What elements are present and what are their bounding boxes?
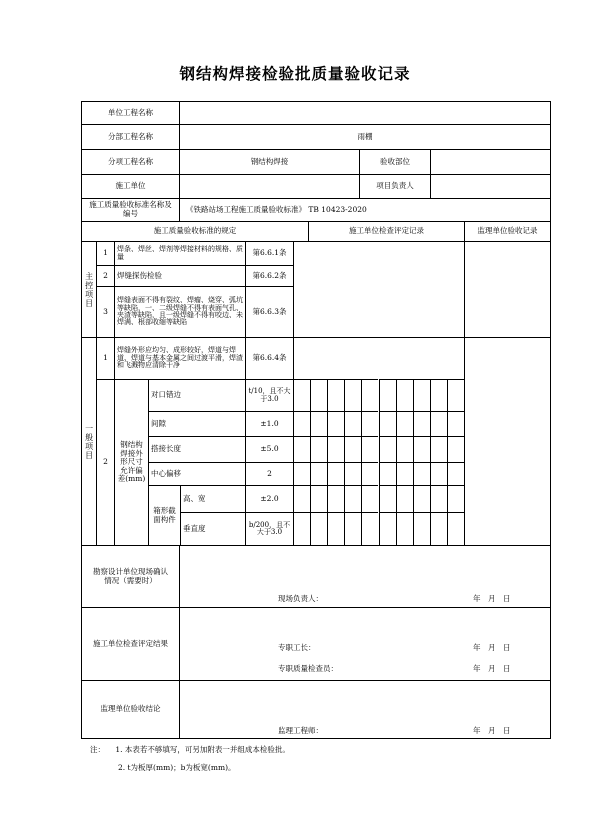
subitem-label: 分项工程名称	[82, 149, 179, 174]
measurement-cell[interactable]	[379, 462, 396, 485]
survey-label: 勘察设计单位现场确认情况（需要时）	[82, 545, 179, 607]
measurement-cell[interactable]	[430, 485, 447, 512]
measurement-cell[interactable]	[396, 379, 413, 411]
page-title: 钢结构焊接检验批质量验收记录	[179, 64, 411, 83]
measurement-cell[interactable]	[293, 512, 310, 545]
measurement-cell[interactable]	[379, 436, 396, 462]
measurement-cell[interactable]	[396, 512, 413, 545]
measurement-cell[interactable]	[447, 379, 464, 411]
measurement-cell[interactable]	[447, 436, 464, 462]
row-height-width-tolerance: ±2.0	[245, 485, 293, 512]
supervision-date: 年 月 日	[473, 726, 511, 735]
row-gap-tolerance: ±1.0	[245, 411, 293, 436]
row-center-offset-name: 中心偏移	[148, 462, 245, 485]
main-item-2-text: 焊缝探伤检验	[114, 265, 245, 286]
notes-text-1: 1. 本表若不够填写，可另加附表一并组成本检验批。	[115, 745, 290, 754]
main-item-2-clause: 第6.6.2条	[245, 265, 293, 286]
measurement-cell[interactable]	[327, 411, 344, 436]
unit-project-value[interactable]	[179, 102, 550, 124]
measurement-cell[interactable]	[327, 379, 344, 411]
measurement-cell[interactable]	[447, 462, 464, 485]
dimension-tolerance-group-label: 钢结构焊接外形尺寸允许偏差(mm)	[114, 379, 148, 545]
main-item-3-no: 3	[96, 286, 114, 337]
notes-line-1	[90, 744, 290, 755]
main-check-record-area[interactable]	[293, 241, 464, 337]
spec-column-header: 施工质量验收标准的规定	[82, 221, 308, 241]
row-height-width-name: 高、宽	[180, 485, 245, 512]
measurement-cell[interactable]	[447, 512, 464, 545]
notes-prefix: 注：	[90, 745, 105, 754]
measurement-cell[interactable]	[396, 485, 413, 512]
measurement-cell[interactable]	[293, 462, 310, 485]
general-item-1-no: 1	[96, 337, 114, 379]
main-item-3-text: 焊缝表面不得有裂纹、焊瘤、烧穿、弧坑等缺陷，一、二级焊缝不得有表面气孔、夹渣等缺陷，且一级焊缝不得有咬边、未焊满、根部收缩等缺陷	[114, 286, 245, 337]
measurement-cell[interactable]	[310, 379, 327, 411]
row-lap-length-tolerance: ±5.0	[245, 436, 293, 462]
acceptance-part-label: 验收部位	[359, 149, 430, 174]
construction-result-date-2: 年 月 日	[473, 664, 511, 673]
measurement-cell[interactable]	[293, 411, 310, 436]
survey-date: 年 月 日	[473, 594, 511, 603]
measurement-cell[interactable]	[327, 512, 344, 545]
general-items-label: 一般项目	[82, 337, 96, 545]
standard-label: 施工质量验收标准名称及编号	[82, 198, 179, 221]
general-item-1-text: 焊缝外形应均匀、成形较好，焊道与焊道、焊道与基本金属之间过渡平滑，焊渣和飞溅物应清除干净	[114, 337, 245, 379]
measurement-cell[interactable]	[293, 379, 310, 411]
measurement-cell[interactable]	[293, 436, 310, 462]
row-lap-length-name: 搭接长度	[148, 436, 245, 462]
measurement-cell[interactable]	[379, 411, 396, 436]
measurement-cell[interactable]	[361, 379, 378, 411]
acceptance-part-value[interactable]	[430, 149, 550, 174]
unit-project-label: 单位工程名称	[108, 107, 153, 117]
row-verticality-name: 垂直度	[180, 512, 245, 545]
measurement-cell[interactable]	[327, 462, 344, 485]
row-verticality-tolerance: b/200，且不大于3.0	[245, 512, 293, 545]
measurement-cell[interactable]	[413, 512, 430, 545]
supervision-signer: 监理工程师：	[278, 726, 323, 735]
division-label: 分部工程名称	[82, 124, 179, 149]
measurement-cell[interactable]	[310, 485, 327, 512]
measurement-cell[interactable]	[361, 462, 378, 485]
measurement-cell[interactable]	[344, 512, 361, 545]
measurement-cell[interactable]	[361, 411, 378, 436]
construction-result-date-1: 年 月 日	[473, 643, 511, 652]
measurement-cell[interactable]	[379, 512, 396, 545]
measurement-cell[interactable]	[396, 411, 413, 436]
division-value[interactable]: 雨棚	[179, 124, 550, 149]
main-supervision-record-area[interactable]	[464, 241, 550, 337]
measurement-cell[interactable]	[327, 485, 344, 512]
measurement-cell[interactable]	[396, 462, 413, 485]
measurement-cell[interactable]	[310, 411, 327, 436]
measurement-cell[interactable]	[430, 436, 447, 462]
notes-line-2: 2. t为板厚(mm)；b为板宽(mm)。	[118, 763, 236, 772]
measurement-cell[interactable]	[310, 462, 327, 485]
main-item-2-no: 2	[96, 265, 114, 286]
general-supervision-record-area[interactable]	[464, 337, 550, 545]
measurement-cell[interactable]	[310, 436, 327, 462]
project-manager-value[interactable]	[430, 174, 550, 198]
measurement-cell[interactable]	[327, 436, 344, 462]
row-misalignment-tolerance: t/10，且不大于3.0	[245, 379, 293, 411]
measurement-cell[interactable]	[344, 411, 361, 436]
construction-unit-label: 施工单位	[82, 174, 179, 198]
measurement-cell[interactable]	[430, 379, 447, 411]
measurement-cell[interactable]	[344, 485, 361, 512]
main-item-1-text: 焊条、焊丝、焊剂等焊接材料的规格、质量	[114, 241, 245, 265]
measurement-cell[interactable]	[379, 485, 396, 512]
row-center-offset-tolerance: 2	[245, 462, 293, 485]
main-item-3-clause: 第6.6.3条	[245, 286, 293, 337]
survey-signer: 现场负责人：	[278, 594, 323, 603]
measurement-cell[interactable]	[430, 462, 447, 485]
standard-value: 《铁路站场工程施工质量验收标准》 TB 10423-2020	[179, 198, 550, 221]
construction-unit-value[interactable]	[179, 174, 359, 198]
measurement-cell[interactable]	[447, 411, 464, 436]
measurement-cell[interactable]	[413, 485, 430, 512]
general-item-1-check-area[interactable]	[293, 337, 464, 379]
supervision-column-header: 监理单位验收记录	[464, 221, 550, 241]
supervision-conclusion-label: 监理单位验收结论	[82, 680, 179, 738]
row-misalignment-name: 对口错边	[148, 379, 245, 411]
measurement-cell[interactable]	[447, 485, 464, 512]
main-item-1-clause: 第6.6.1条	[245, 241, 293, 265]
measurement-cell[interactable]	[310, 512, 327, 545]
check-column-header: 施工单位检查评定记录	[308, 221, 464, 241]
measurement-cell[interactable]	[361, 512, 378, 545]
general-item-1-clause: 第6.6.4条	[245, 337, 293, 379]
main-item-1-no: 1	[96, 241, 114, 265]
inspection-record-table	[81, 101, 551, 739]
measurement-cell[interactable]	[293, 485, 310, 512]
measurement-cell[interactable]	[413, 411, 430, 436]
measurement-cell[interactable]	[413, 436, 430, 462]
subitem-value[interactable]: 钢结构焊接	[179, 149, 359, 174]
measurement-cell[interactable]	[396, 436, 413, 462]
measurement-cell[interactable]	[413, 379, 430, 411]
measurement-cell[interactable]	[361, 436, 378, 462]
measurement-cell[interactable]	[344, 436, 361, 462]
general-item-2-no: 2	[96, 379, 114, 545]
measurement-cell[interactable]	[344, 379, 361, 411]
box-section-label: 箱形截面构件	[148, 485, 180, 545]
measurement-cell[interactable]	[361, 485, 378, 512]
measurement-cell[interactable]	[413, 462, 430, 485]
measurement-cell[interactable]	[344, 462, 361, 485]
measurement-cell[interactable]	[430, 411, 447, 436]
project-manager-label: 项目负责人	[359, 174, 430, 198]
measurement-cell[interactable]	[430, 512, 447, 545]
row-gap-name: 间隙	[148, 411, 245, 436]
main-control-label: 主控项目	[82, 241, 96, 337]
construction-result-label: 施工单位检查评定结果	[82, 607, 179, 680]
measurement-cell[interactable]	[379, 379, 396, 411]
foreman-signer: 专职工长：	[278, 643, 316, 652]
quality-inspector-signer: 专职质量检查员：	[278, 664, 338, 673]
